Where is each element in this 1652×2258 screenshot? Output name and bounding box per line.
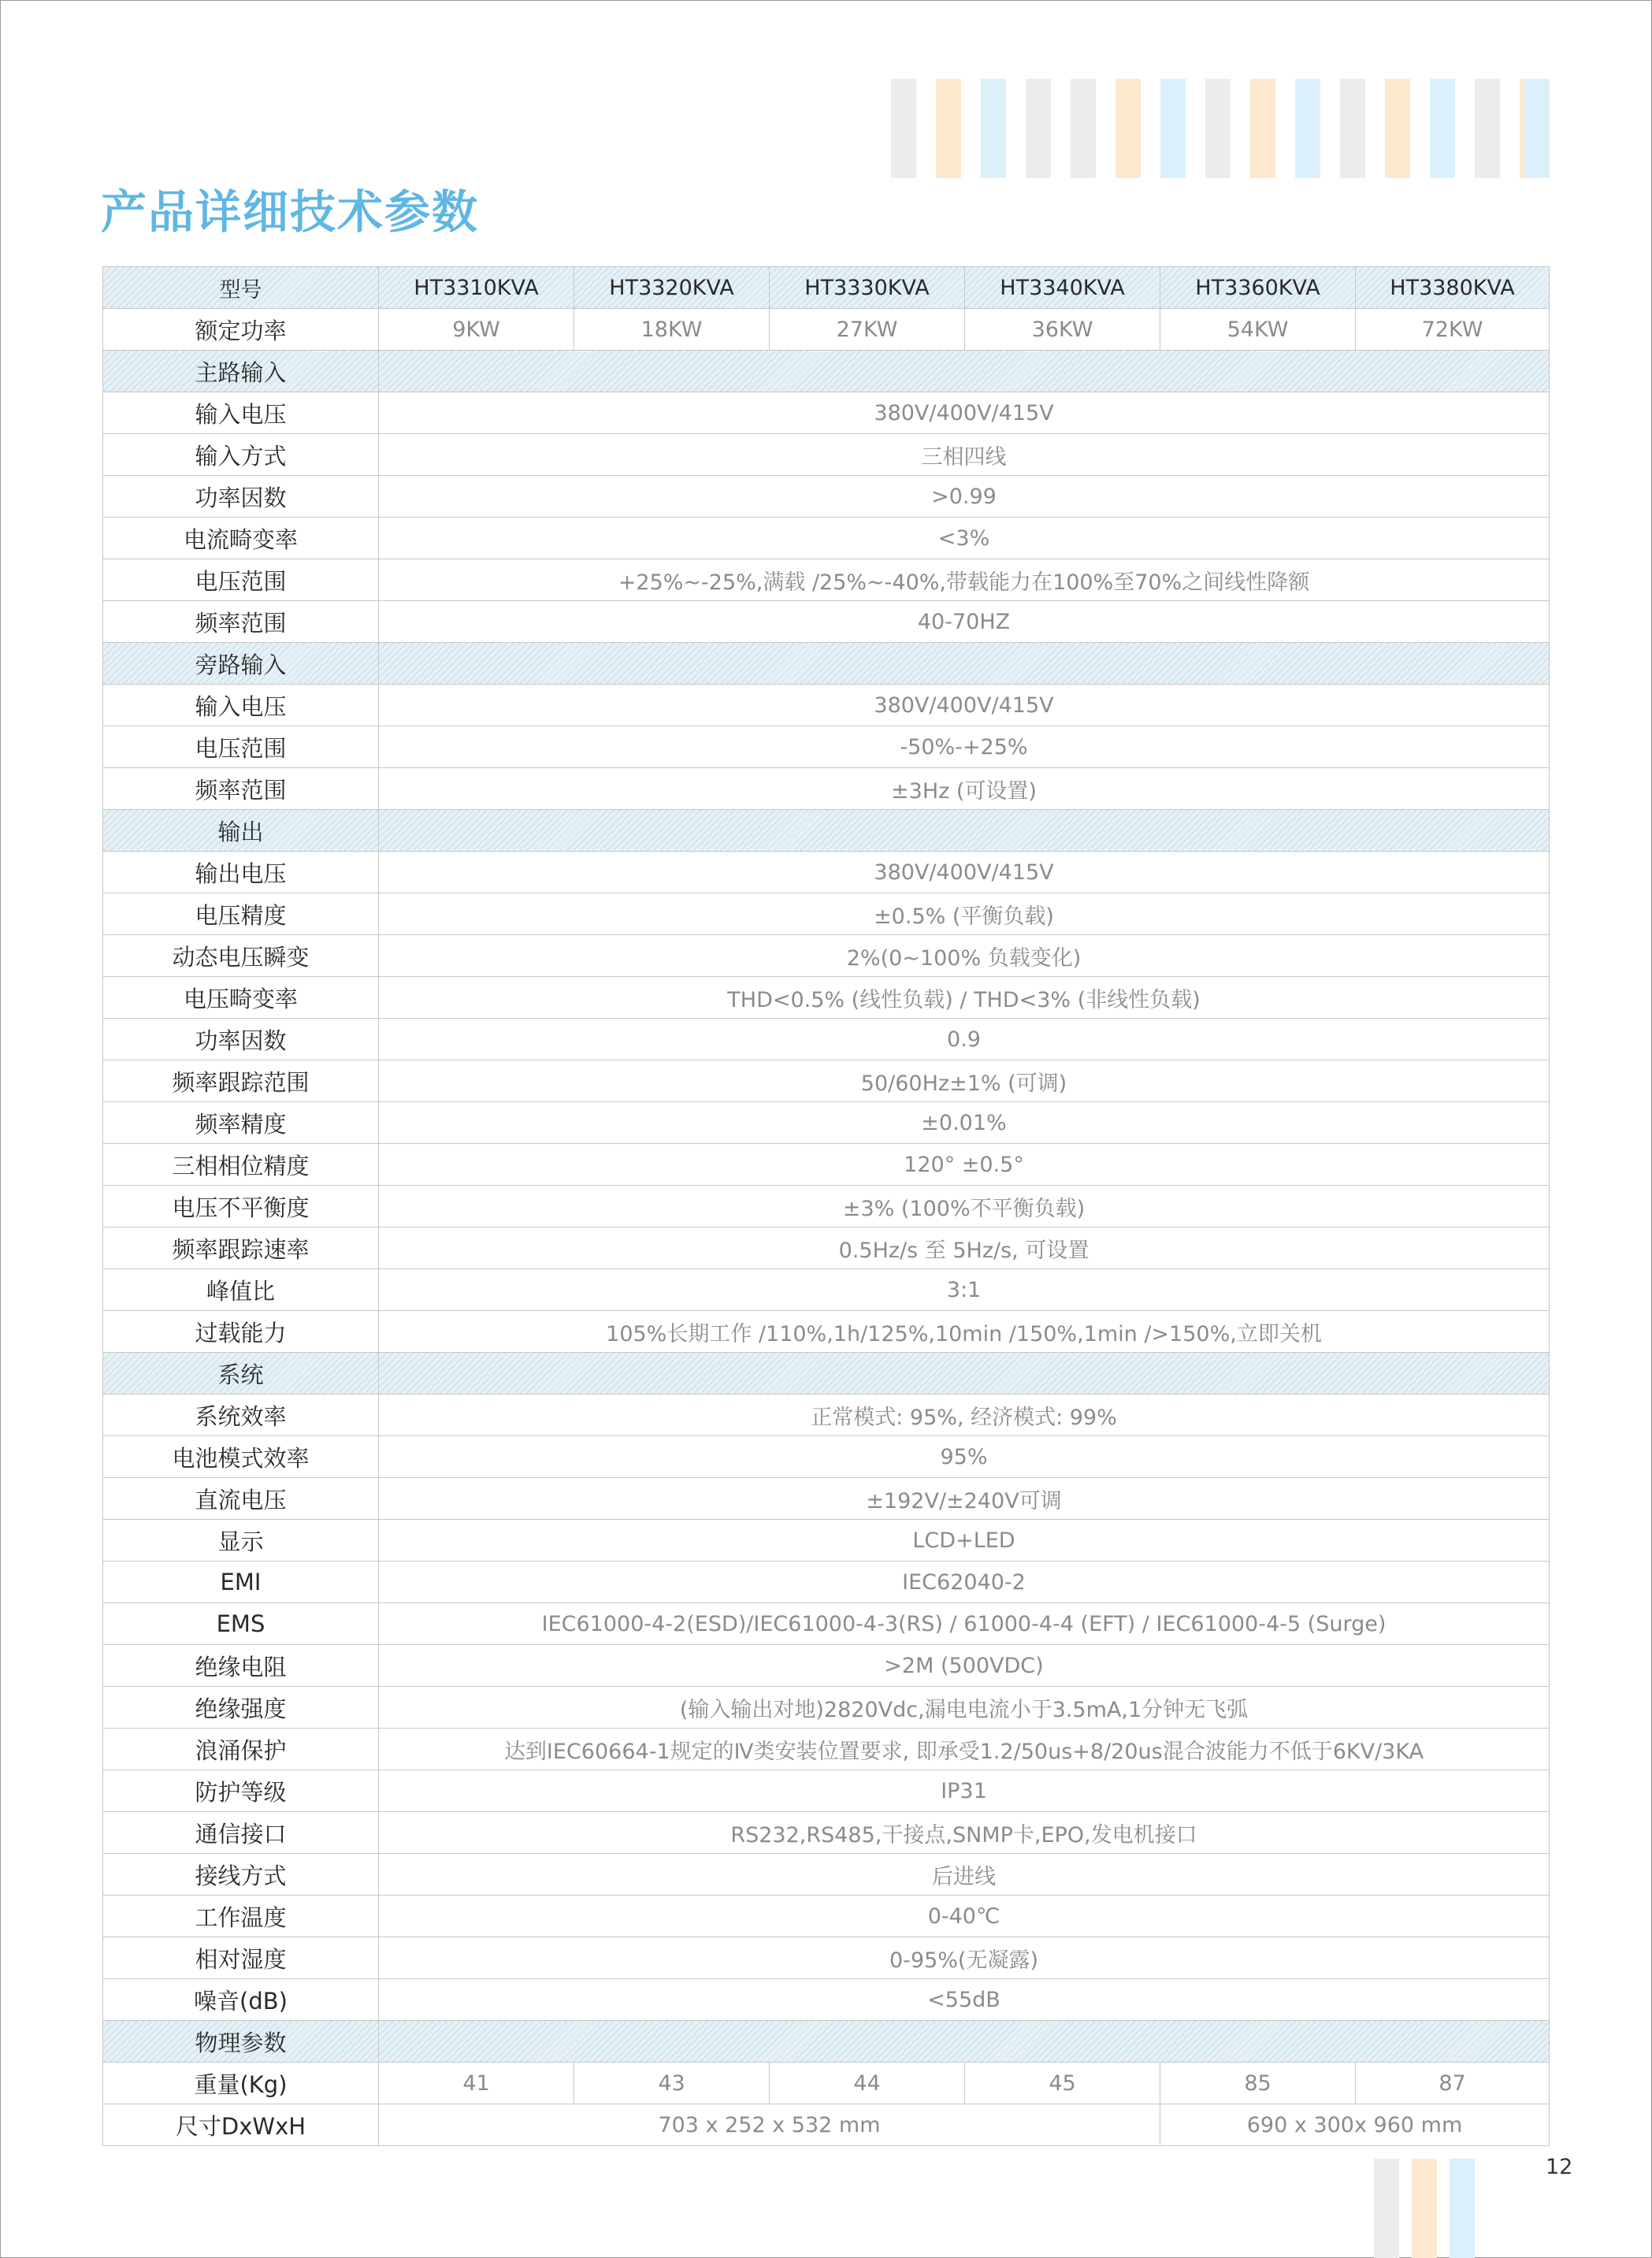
power-cell: 27KW bbox=[770, 309, 965, 351]
spec-row bbox=[103, 476, 1550, 518]
spec-row bbox=[103, 1520, 1550, 1562]
power-cell: 18KW bbox=[574, 309, 770, 351]
spec-value: 120° ±0.5° bbox=[379, 1144, 1550, 1186]
model-cell: HT3340KVA bbox=[965, 267, 1160, 309]
model-cell: HT3330KVA bbox=[770, 267, 965, 309]
dimensions-large: 690 x 300x 960 mm bbox=[1160, 2104, 1550, 2146]
section-title: 旁路输入 bbox=[103, 643, 379, 685]
model-cell: HT3310KVA bbox=[379, 267, 574, 309]
spec-value: 0-95%(无凝露) bbox=[379, 1937, 1550, 1979]
spec-table bbox=[102, 266, 1550, 2146]
spec-row bbox=[103, 1478, 1550, 1520]
spec-value: 0.5Hz/s 至 5Hz/s, 可设置 bbox=[379, 1227, 1550, 1269]
spec-row bbox=[103, 1060, 1550, 1102]
decorative-stripes-top bbox=[891, 79, 1553, 178]
power-cell: 9KW bbox=[379, 309, 574, 351]
weight-cell: 85 bbox=[1160, 2063, 1356, 2104]
dimensions-row bbox=[103, 2104, 1550, 2146]
spec-label: 电池模式效率 bbox=[103, 1436, 379, 1478]
weight-cell: 44 bbox=[770, 2063, 965, 2104]
dimensions-small: 703 x 252 x 532 mm bbox=[379, 2104, 1160, 2146]
spec-label: 峰值比 bbox=[103, 1269, 379, 1311]
spec-row bbox=[103, 1019, 1550, 1060]
spec-label: 接线方式 bbox=[103, 1854, 379, 1896]
spec-label: 电压精度 bbox=[103, 893, 379, 935]
spec-label: 频率跟踪范围 bbox=[103, 1060, 379, 1102]
model-cell: HT3320KVA bbox=[574, 267, 770, 309]
dimensions-label: 尺寸DxWxH bbox=[103, 2104, 379, 2146]
spec-label: 功率因数 bbox=[103, 1019, 379, 1060]
section-fill bbox=[379, 643, 1550, 685]
spec-label: 频率精度 bbox=[103, 1102, 379, 1144]
section-fill bbox=[379, 2021, 1550, 2063]
spec-label: 输入电压 bbox=[103, 685, 379, 726]
spec-value: 后进线 bbox=[379, 1854, 1550, 1896]
spec-label: 显示 bbox=[103, 1520, 379, 1562]
spec-label: 电流畸变率 bbox=[103, 518, 379, 559]
weight-cell: 87 bbox=[1356, 2063, 1550, 2104]
spec-value: THD<0.5% (线性负载) / THD<3% (非线性负载) bbox=[379, 977, 1550, 1019]
spec-value: 2%(0~100% 负载变化) bbox=[379, 935, 1550, 977]
spec-label: 相对湿度 bbox=[103, 1937, 379, 1979]
spec-value: ±0.5% (平衡负载) bbox=[379, 893, 1550, 935]
spec-row bbox=[103, 601, 1550, 643]
spec-row bbox=[103, 1186, 1550, 1227]
section-title: 系统 bbox=[103, 1353, 379, 1395]
spec-value: 0.9 bbox=[379, 1019, 1550, 1060]
spec-row bbox=[103, 685, 1550, 726]
spec-label: 频率跟踪速率 bbox=[103, 1227, 379, 1269]
spec-row bbox=[103, 768, 1550, 810]
spec-label: 绝缘电阻 bbox=[103, 1645, 379, 1687]
section-fill bbox=[379, 351, 1550, 392]
rated-power-row bbox=[103, 309, 1550, 351]
spec-value: RS232,RS485,干接点,SNMP卡,EPO,发电机接口 bbox=[379, 1812, 1550, 1854]
model-cell: HT3360KVA bbox=[1160, 267, 1356, 309]
spec-row bbox=[103, 1436, 1550, 1478]
spec-row bbox=[103, 726, 1550, 768]
decorative-stripe-end bbox=[1524, 79, 1553, 178]
spec-label: 三相相位精度 bbox=[103, 1144, 379, 1186]
spec-row bbox=[103, 1937, 1550, 1979]
spec-value: ±3Hz (可设置) bbox=[379, 768, 1550, 810]
model-label: 型号 bbox=[103, 267, 379, 309]
power-cell: 72KW bbox=[1356, 309, 1550, 351]
spec-row bbox=[103, 434, 1550, 476]
spec-label: EMI bbox=[103, 1562, 379, 1603]
spec-label: 直流电压 bbox=[103, 1478, 379, 1520]
spec-label: 浪涌保护 bbox=[103, 1729, 379, 1770]
spec-value: 380V/400V/415V bbox=[379, 852, 1550, 893]
spec-label: 功率因数 bbox=[103, 476, 379, 518]
spec-value: 50/60Hz±1% (可调) bbox=[379, 1060, 1550, 1102]
spec-label: 频率范围 bbox=[103, 601, 379, 643]
spec-label: 输入方式 bbox=[103, 434, 379, 476]
spec-label: 过载能力 bbox=[103, 1311, 379, 1353]
spec-label: 动态电压瞬变 bbox=[103, 935, 379, 977]
spec-value: 380V/400V/415V bbox=[379, 685, 1550, 726]
spec-value: -50%-+25% bbox=[379, 726, 1550, 768]
spec-value: >0.99 bbox=[379, 476, 1550, 518]
spec-row bbox=[103, 1645, 1550, 1687]
spec-label: 电压范围 bbox=[103, 726, 379, 768]
spec-value: ±192V/±240V可调 bbox=[379, 1478, 1550, 1520]
page-number: 12 bbox=[1546, 2155, 1573, 2179]
spec-label: 系统效率 bbox=[103, 1395, 379, 1436]
spec-label: 噪音(dB) bbox=[103, 1979, 379, 2021]
spec-label: 工作温度 bbox=[103, 1896, 379, 1937]
spec-value: 0-40℃ bbox=[379, 1896, 1550, 1937]
spec-label: 频率范围 bbox=[103, 768, 379, 810]
spec-label: 通信接口 bbox=[103, 1812, 379, 1854]
rated-power-label: 额定功率 bbox=[103, 309, 379, 351]
spec-label: 输入电压 bbox=[103, 392, 379, 434]
page-title: 产品详细技术参数 bbox=[101, 185, 480, 239]
spec-label: 输出电压 bbox=[103, 852, 379, 893]
spec-row bbox=[103, 1896, 1550, 1937]
section-title: 物理参数 bbox=[103, 2021, 379, 2063]
spec-row bbox=[103, 893, 1550, 935]
spec-value: 三相四线 bbox=[379, 434, 1550, 476]
section-header-row bbox=[103, 643, 1550, 685]
section-header-row bbox=[103, 810, 1550, 852]
spec-label: 电压畸变率 bbox=[103, 977, 379, 1019]
spec-label: 电压不平衡度 bbox=[103, 1186, 379, 1227]
section-title: 输出 bbox=[103, 810, 379, 852]
spec-value: LCD+LED bbox=[379, 1520, 1550, 1562]
spec-value: IEC61000-4-2(ESD)/IEC61000-4-3(RS) / 61000-4-4 (EFT) / IEC61000-4-5 (Surge) bbox=[379, 1603, 1550, 1645]
weight-label: 重量(Kg) bbox=[103, 2063, 379, 2104]
spec-row bbox=[103, 935, 1550, 977]
spec-value: (输入输出对地)2820Vdc,漏电电流小于3.5mA,1分钟无飞弧 bbox=[379, 1687, 1550, 1729]
spec-value: IEC62040-2 bbox=[379, 1562, 1550, 1603]
spec-row bbox=[103, 1311, 1550, 1353]
spec-row bbox=[103, 1269, 1550, 1311]
spec-value: 3:1 bbox=[379, 1269, 1550, 1311]
spec-row bbox=[103, 518, 1550, 559]
weight-cell: 45 bbox=[965, 2063, 1160, 2104]
spec-value: <55dB bbox=[379, 1979, 1550, 2021]
spec-row bbox=[103, 1144, 1550, 1186]
spec-value: +25%~-25%,满载 /25%~-40%,带载能力在100%至70%之间线性降额 bbox=[379, 559, 1550, 601]
spec-value: 95% bbox=[379, 1436, 1550, 1478]
spec-row bbox=[103, 1854, 1550, 1896]
spec-row bbox=[103, 1770, 1550, 1812]
section-fill bbox=[379, 810, 1550, 852]
section-header-row bbox=[103, 1353, 1550, 1395]
spec-row bbox=[103, 1812, 1550, 1854]
spec-row bbox=[103, 1395, 1550, 1436]
model-cell: HT3380KVA bbox=[1356, 267, 1550, 309]
spec-row bbox=[103, 1729, 1550, 1770]
spec-label: 电压范围 bbox=[103, 559, 379, 601]
weight-cell: 41 bbox=[379, 2063, 574, 2104]
section-fill bbox=[379, 1353, 1550, 1395]
spec-row bbox=[103, 1562, 1550, 1603]
spec-label: 防护等级 bbox=[103, 1770, 379, 1812]
spec-label: EMS bbox=[103, 1603, 379, 1645]
spec-row bbox=[103, 1227, 1550, 1269]
spec-row bbox=[103, 392, 1550, 434]
spec-row bbox=[103, 852, 1550, 893]
section-header-row bbox=[103, 2021, 1550, 2063]
spec-value: 105%长期工作 /110%,1h/125%,10min /150%,1min />150%,立即关机 bbox=[379, 1311, 1550, 1353]
spec-value: <3% bbox=[379, 518, 1550, 559]
power-cell: 54KW bbox=[1160, 309, 1356, 351]
spec-row bbox=[103, 977, 1550, 1019]
spec-row bbox=[103, 1102, 1550, 1144]
model-header-row bbox=[103, 267, 1550, 309]
spec-row bbox=[103, 1687, 1550, 1729]
section-header-row bbox=[103, 351, 1550, 392]
spec-row bbox=[103, 559, 1550, 601]
spec-row bbox=[103, 1603, 1550, 1645]
spec-value: 达到IEC60664-1规定的Ⅳ类安装位置要求, 即承受1.2/50us+8/20us混合波能力不低于6KV/3KA bbox=[379, 1729, 1550, 1770]
power-cell: 36KW bbox=[965, 309, 1160, 351]
spec-value: 380V/400V/415V bbox=[379, 392, 1550, 434]
spec-row bbox=[103, 1979, 1550, 2021]
decorative-stripes-bottom bbox=[1374, 2159, 1484, 2258]
spec-value: ±3% (100%不平衡负载) bbox=[379, 1186, 1550, 1227]
spec-value: >2M (500VDC) bbox=[379, 1645, 1550, 1687]
spec-value: IP31 bbox=[379, 1770, 1550, 1812]
section-title: 主路输入 bbox=[103, 351, 379, 392]
spec-value: ±0.01% bbox=[379, 1102, 1550, 1144]
weight-row bbox=[103, 2063, 1550, 2104]
spec-value: 40-70HZ bbox=[379, 601, 1550, 643]
spec-label: 绝缘强度 bbox=[103, 1687, 379, 1729]
weight-cell: 43 bbox=[574, 2063, 770, 2104]
spec-value: 正常模式: 95%, 经济模式: 99% bbox=[379, 1395, 1550, 1436]
